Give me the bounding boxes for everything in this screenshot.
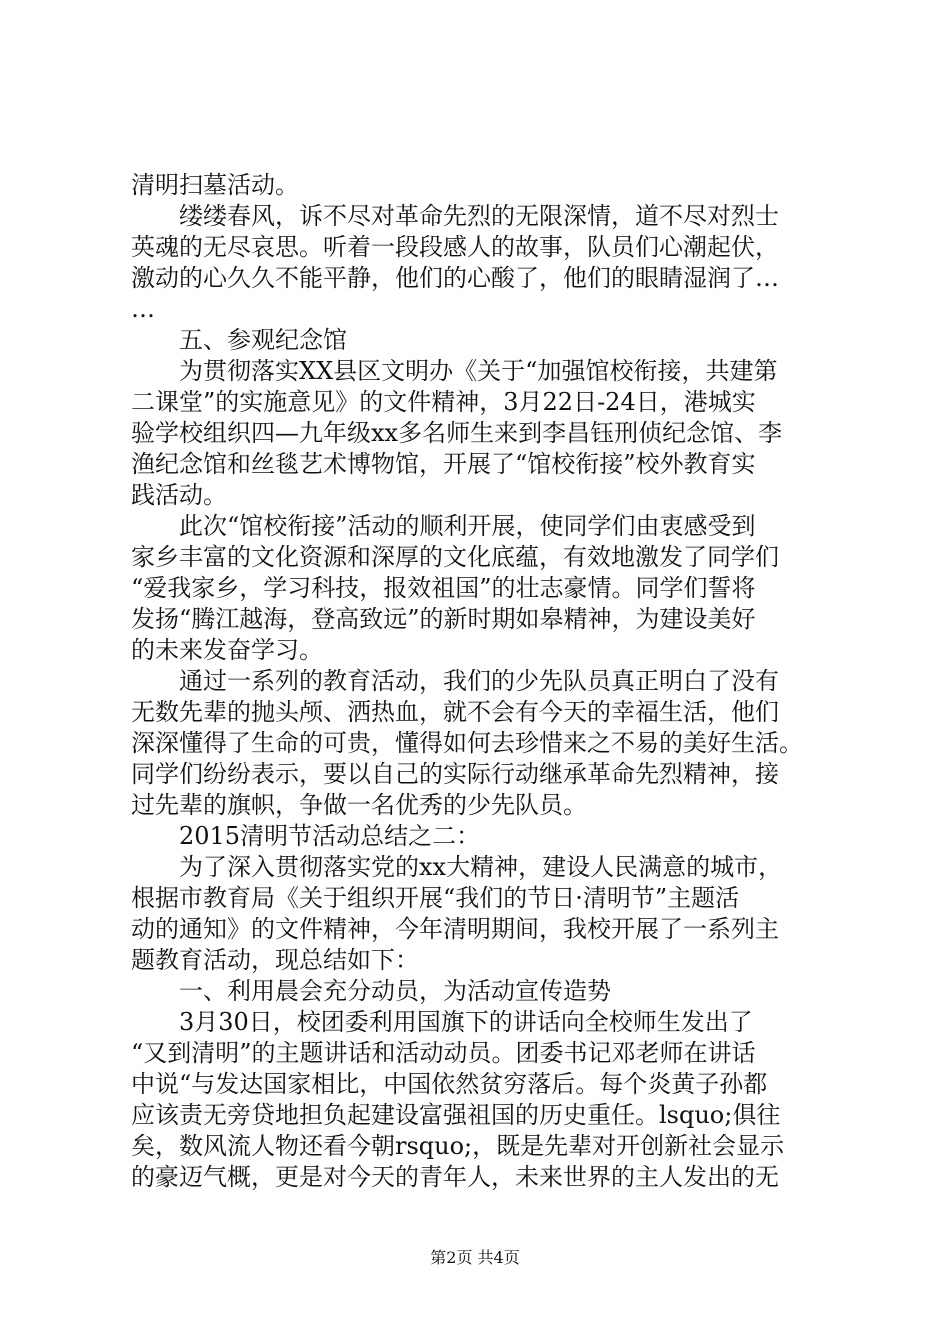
text-line: 同学们纷纷表示，要以自己的实际行动继承革命先烈精神，接 <box>131 760 779 788</box>
text-line: 践活动。 <box>131 481 227 509</box>
text-line: 为贯彻落实XX县区文明办《关于“加强馆校衔接，共建第 <box>179 357 778 385</box>
text-line: “爱我家乡，学习科技，报效祖国”的壮志豪情。同学们誓将 <box>131 574 756 602</box>
page-number-footer: 第2页 共4页 <box>430 1248 520 1267</box>
text-line: 的未来发奋学习。 <box>131 636 323 664</box>
text-line: 为了深入贯彻落实党的xx大精神，建设人民满意的城市， <box>179 853 783 881</box>
text-line: 激动的心久久不能平静，他们的心酸了，他们的眼睛湿润了… <box>131 264 779 292</box>
text-line: 此次“馆校衔接”活动的顺利开展，使同学们由衷感受到 <box>179 512 756 540</box>
text-line: 矣，数风流人物还看今朝rsquo;，既是先辈对开创新社会显示 <box>131 1132 785 1160</box>
text-line: 动的通知》的文件精神，今年清明期间，我校开展了一系列主 <box>131 915 779 943</box>
text-line: 过先辈的旗帜，争做一名优秀的少先队员。 <box>131 791 587 819</box>
text-line: 清明扫墓活动。 <box>131 171 299 199</box>
section-heading: 五、参观纪念馆 <box>179 326 347 354</box>
text-line: … <box>131 295 155 323</box>
text-line: 验学校组织四—九年级xx多名师生来到李昌钰刑侦纪念馆、李 <box>131 419 783 447</box>
document-body <box>131 170 837 1193</box>
section-heading: 一、利用晨会充分动员，为活动宣传造势 <box>179 977 611 1005</box>
text-line: 根据市教育局《关于组织开展“我们的节日·清明节”主题活 <box>131 884 740 912</box>
text-line: 二课堂”的实施意见》的文件精神，3月22日-24日，港城实 <box>131 388 756 416</box>
text-line: 题教育活动，现总结如下： <box>131 946 419 974</box>
text-line: 英魂的无尽哀思。听着一段段感人的故事，队员们心潮起伏， <box>131 233 779 261</box>
text-line: 应该责无旁贷地担负起建设富强祖国的历史重任。lsquo;俱往 <box>131 1101 781 1129</box>
text-line: 家乡丰富的文化资源和深厚的文化底蕴，有效地激发了同学们 <box>131 543 779 571</box>
text-line: 深深懂得了生命的可贵，懂得如何去珍惜来之不易的美好生活。 <box>131 729 803 757</box>
text-line: 无数先辈的抛头颅、洒热血，就不会有今天的幸福生活，他们 <box>131 698 779 726</box>
text-line: 的豪迈气概，更是对今天的青年人，未来世界的主人发出的无 <box>131 1163 779 1191</box>
text-line: 中说“与发达国家相比，中国依然贫穷落后。每个炎黄子孙都 <box>131 1070 768 1098</box>
section-heading: 2015清明节活动总结之二： <box>179 822 481 850</box>
text-line: 渔纪念馆和丝毯艺术博物馆，开展了“馆校衔接”校外教育实 <box>131 450 756 478</box>
text-line: “又到清明”的主题讲话和活动动员。团委书记邓老师在讲话 <box>131 1039 756 1067</box>
text-line: 发扬“腾江越海，登高致远”的新时期如皋精神，为建设美好 <box>131 605 756 633</box>
text-line: 缕缕春风，诉不尽对革命先烈的无限深情，道不尽对烈士 <box>179 202 779 230</box>
text-line: 3月30日，校团委利用国旗下的讲话向全校师生发出了 <box>179 1008 753 1036</box>
text-line: 通过一系列的教育活动，我们的少先队员真正明白了没有 <box>179 667 779 695</box>
